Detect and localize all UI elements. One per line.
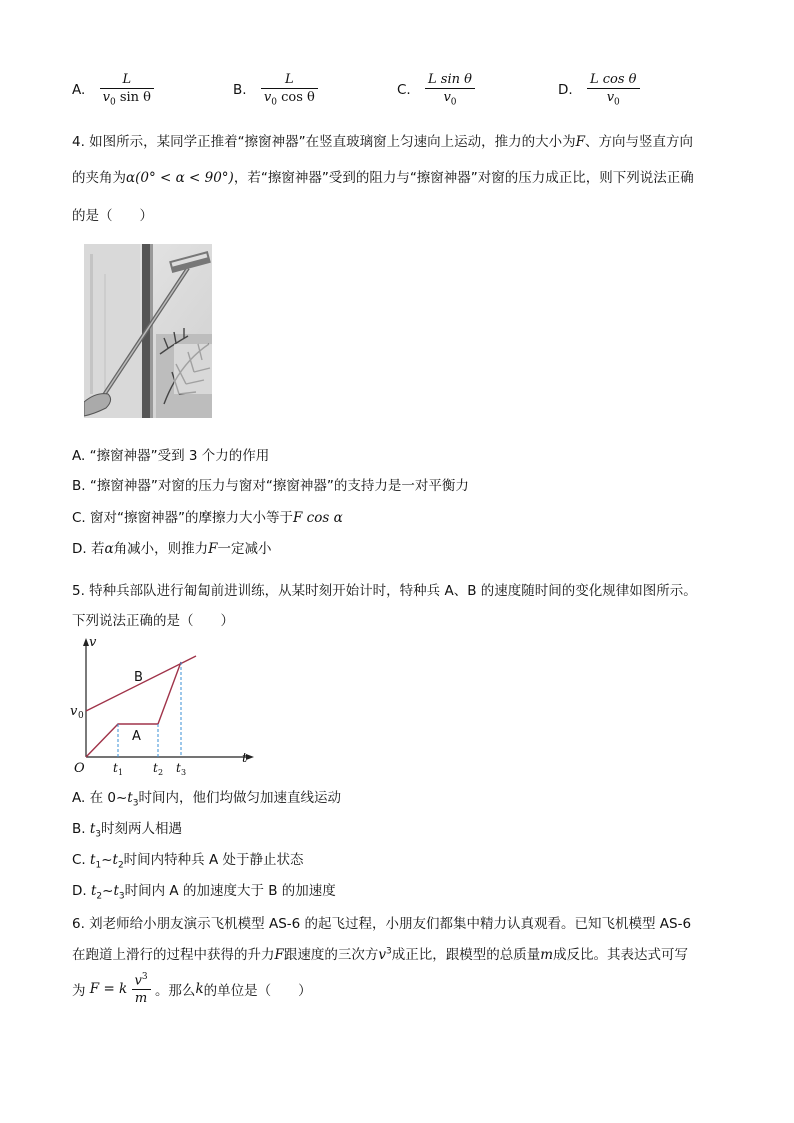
q3-option-b[interactable]	[233, 72, 318, 108]
q3-option-b-fraction: $\frac{L}{v_0 \cos \theta}$	[261, 72, 318, 108]
q5-graph-t2-sub: 2	[158, 768, 164, 777]
q4-option-b[interactable]: B. “擦窗神器”对窗的压力与窗对“擦窗神器”的支持力是一对平衡力	[72, 478, 469, 494]
q5-graph-v0-label: v	[70, 704, 78, 719]
q5-graph-t3-sub: 3	[181, 768, 187, 777]
q5-graph-origin-label: O	[74, 761, 85, 776]
q5-vt-graph	[66, 634, 256, 779]
q4-window-cleaner-photo	[84, 244, 212, 418]
q5-graph-t1-sub: 1	[118, 768, 124, 777]
q4-stem-line1: 4. 如图所示，某同学正推着“擦窗神器”在竖直玻璃窗上匀速向上运动，推力的大小为F、方向与竖直方向	[72, 134, 694, 150]
q3-option-b-letter: B.	[233, 81, 247, 98]
q3-option-c-fraction: $\frac{\text{L sin θ}}{v_0}$	[425, 72, 475, 108]
q4-option-d[interactable]: D. 若α角减小，则推力F一定减小	[72, 541, 272, 557]
q5-stem-line1: 5. 特种兵部队进行匍匐前进训练，从某时刻开始计时，特种兵 A、B 的速度随时间的变化规律如图所示。	[72, 583, 697, 599]
q6-formula-fraction: $\frac{v^3}{m}$	[132, 972, 151, 1006]
q5-stem-line2: 下列说法正确的是（ ）	[72, 613, 234, 629]
q5-option-a[interactable]: A. 在 $0\sim t_3$时间内，他们均做匀加速直线运动	[72, 790, 341, 809]
q5-option-c[interactable]: C. $t_1\sim t_2$时间内特种兵 A 处于静止状态	[72, 852, 304, 871]
q3-option-d-letter: D.	[558, 81, 573, 98]
q3-option-c-letter: C.	[397, 81, 411, 98]
q5-graph-v0-sub: 0	[78, 711, 84, 721]
q4-option-c[interactable]: C. 窗对“擦窗神器”的摩擦力大小等于F cos α	[72, 510, 343, 526]
q5-option-d[interactable]: D. $t_2\sim t_3$时间内 A 的加速度大于 B 的加速度	[72, 883, 336, 902]
q5-graph-t3-label: t	[176, 761, 181, 775]
q5-graph-v-label: v	[89, 635, 97, 650]
q6-stem-line1: 6. 刘老师给小朋友演示飞机模型 AS-6 的起飞过程，小朋友们都集中精力认真观看。已知飞机模型 AS-6	[72, 916, 692, 932]
q3-option-d[interactable]	[558, 72, 640, 108]
q4-stem-line3: 的是（ ）	[72, 208, 153, 224]
q3-option-a[interactable]	[72, 72, 154, 108]
q3-option-a-fraction: $\frac{L}{v_0 \sin \theta}$	[100, 72, 154, 108]
q5-graph-t2-label: t	[153, 761, 158, 775]
q4-stem-line2: 的夹角为α(0° < α < 90°)，若“擦窗神器”受到的阻力与“擦窗神器”对窗的压力成正比，则下列说法正确	[72, 170, 694, 186]
q5-graph-label-a: A	[132, 729, 141, 744]
q6-stem-line2: 在跑道上滑行的过程中获得的升力F跟速度的三次方$v^3$成正比，跟模型的总质量m成反比。其表达式可写	[72, 946, 689, 963]
q4-option-a[interactable]: A. “擦窗神器”受到 3 个力的作用	[72, 448, 270, 464]
q6-formula-lhs: F = k	[89, 981, 128, 998]
q6-stem-line3: 为 F = k $\frac{v^3}{m}$ 。那么k的单位是（ ）	[72, 972, 312, 1007]
q5-graph-label-b: B	[134, 670, 143, 685]
q3-option-a-letter: A.	[72, 81, 86, 98]
q3-option-d-fraction: $\frac{\text{L cos θ}}{v_0}$	[587, 72, 640, 108]
q3-option-c[interactable]	[397, 72, 475, 108]
q5-option-b[interactable]: B. $t_3$时刻两人相遇	[72, 821, 183, 840]
q5-graph-t1-label: t	[113, 761, 118, 775]
q5-graph-t-label: t	[242, 751, 248, 766]
